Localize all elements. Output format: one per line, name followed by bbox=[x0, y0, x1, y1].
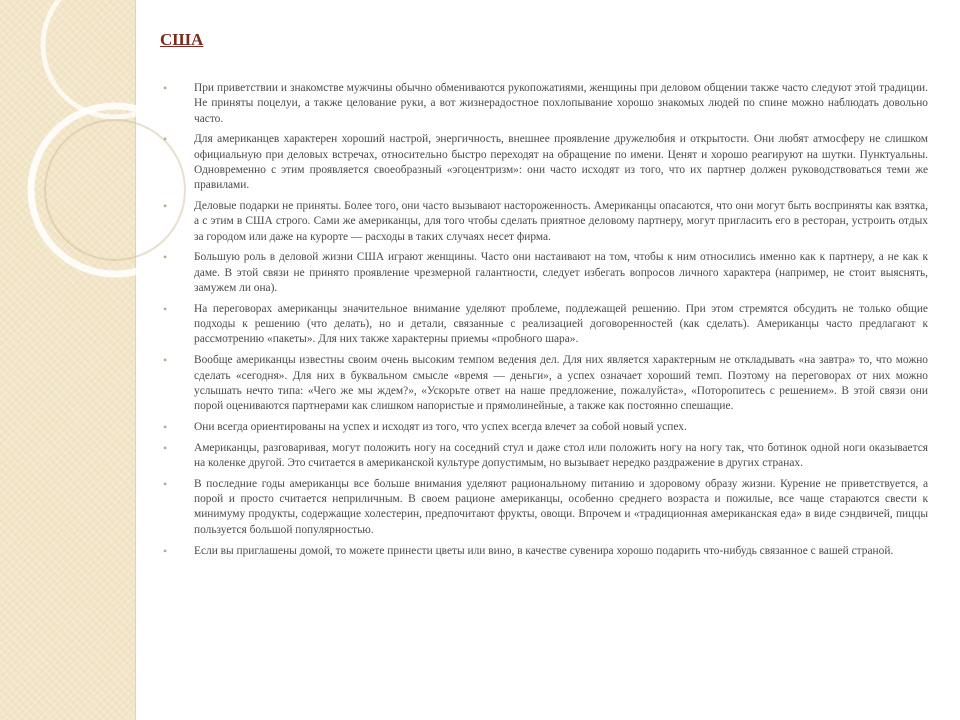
bullet-item bbox=[160, 302, 928, 348]
bullet-text: Они всегда ориентированы на успех и исходят из того, что успех всегда влечет за собой новый успех. bbox=[194, 420, 687, 433]
bullet-icon: • bbox=[163, 132, 168, 147]
bullet-item bbox=[160, 420, 928, 435]
bullet-icon: • bbox=[163, 440, 168, 455]
bullet-icon: • bbox=[163, 419, 168, 434]
bullet-item bbox=[160, 441, 928, 472]
bullet-icon: • bbox=[163, 353, 168, 368]
bullet-item bbox=[160, 353, 928, 414]
bullet-item bbox=[160, 199, 928, 245]
bullet-item bbox=[160, 250, 928, 296]
bullet-text: В последние годы американцы все больше внимания уделяют рациональному питанию и здоровому образу жизни. Курение не приветствуется, а порой и просто считается неприличным. В своем рационе американцы, особенно среднего возраста и пожилые, все чаще стараются свести к минимуму продукты, содержащие холестерин, предпочитают фрукты, овощи. Впрочем и «традиционная американская еда» в виде сэндвичей, пиццы пользуется большой популярностью. bbox=[194, 477, 928, 536]
bullet-list bbox=[160, 81, 928, 564]
bullet-text: Деловые подарки не приняты. Более того, они часто вызывают настороженность. Американцы опасаются, что они могут быть восприняты как взятка, а с этим в США строго. Сами же американцы, для того чтобы сделать приятное деловому партнеру, могут пригласить его в ресторан, устроить отдых за городом или даже на курорте — расходы в таких случаях несет фирма. bbox=[194, 200, 928, 243]
bullet-icon: • bbox=[163, 199, 168, 214]
slide-title: США bbox=[160, 30, 204, 49]
bullet-text: Вообще американцы известны своим очень высоким темпом ведения дел. Для них является характерным не откладывать «на завтра» то, что можно сделать «сегодня». Для них в буквальном смысле «время — деньги», а успех означает хороший темп. Поэтому на переговорах от них можно услышать нечто типа: «Чего же мы ждем?», «Ускорьте ответ на наше предложение, пожалуйста», «Поторопитесь с решением». В этой связи они порой оцениваются партнерами как слишком напористые и прямолинейные, а также как постоянно спешащие. bbox=[194, 354, 928, 413]
bullet-icon: • bbox=[163, 250, 168, 265]
bullet-item bbox=[160, 477, 928, 538]
bullet-text: На переговорах американцы значительное внимание уделяют проблеме, подлежащей решению. При этом стремятся обсудить не только общие подходы к решению (что делать), но и детали, связанные с реализацией договоренностей (как сделать). Американцы часто предлагают к рассмотрению «пакеты». Для них также характерны приемы «пробного шара». bbox=[194, 302, 928, 346]
bullet-icon: • bbox=[163, 301, 168, 316]
bullet-text: Большую роль в деловой жизни США играют женщины. Часто они настаивают на том, чтобы к ним относились именно как к партнеру, а не как к даме. В этой связи не принято проявление чрезмерной галантности, следует избегать вопросов личного характера (например, не стоит выяснять, замужем ли она). bbox=[194, 251, 928, 295]
bullet-icon: • bbox=[163, 81, 168, 95]
bullet-item bbox=[160, 132, 928, 193]
bullet-text: Американцы, разговаривая, могут положить ногу на соседний стул и даже стол или положить ногу на ногу так, что ботинок одной ноги оказывается на коленке другой. Это считается в американской культуре допустимым, но вызывает нередко раздражение в других странах. bbox=[194, 441, 928, 470]
bullet-text: При приветствии и знакомстве мужчины обычно обмениваются рукопожатиями, женщины при деловом общении также часто следуют этой традиции. Не приняты поцелуи, а также целование руки, а вот жизнерадостное похлопывание хорошо знакомых людей по спине можно наблюдать довольно часто. bbox=[194, 82, 928, 125]
bullet-icon: • bbox=[163, 543, 168, 558]
bullet-item bbox=[160, 544, 928, 559]
bullet-icon: • bbox=[163, 476, 168, 491]
bullet-text: Для американцев характерен хороший настрой, энергичность, внешнее проявление дружелюбия и открытости. Они любят атмосферу не слишком официальную при деловых встречах, относительно быстро переходят на обращение по имени. Ценят и хорошо реагируют на шутки. Пунктуальны. Одновременно с этим проявляется своеобразный «эгоцентризм»: они часто исходят из того, что их партнер должен руководствоваться теми же правилами. bbox=[194, 133, 928, 192]
bullet-item bbox=[160, 81, 928, 127]
bullet-text: Если вы приглашены домой, то можете принести цветы или вино, в качестве сувенира хорошо подарить что-нибудь связанное с вашей страной. bbox=[194, 544, 894, 557]
